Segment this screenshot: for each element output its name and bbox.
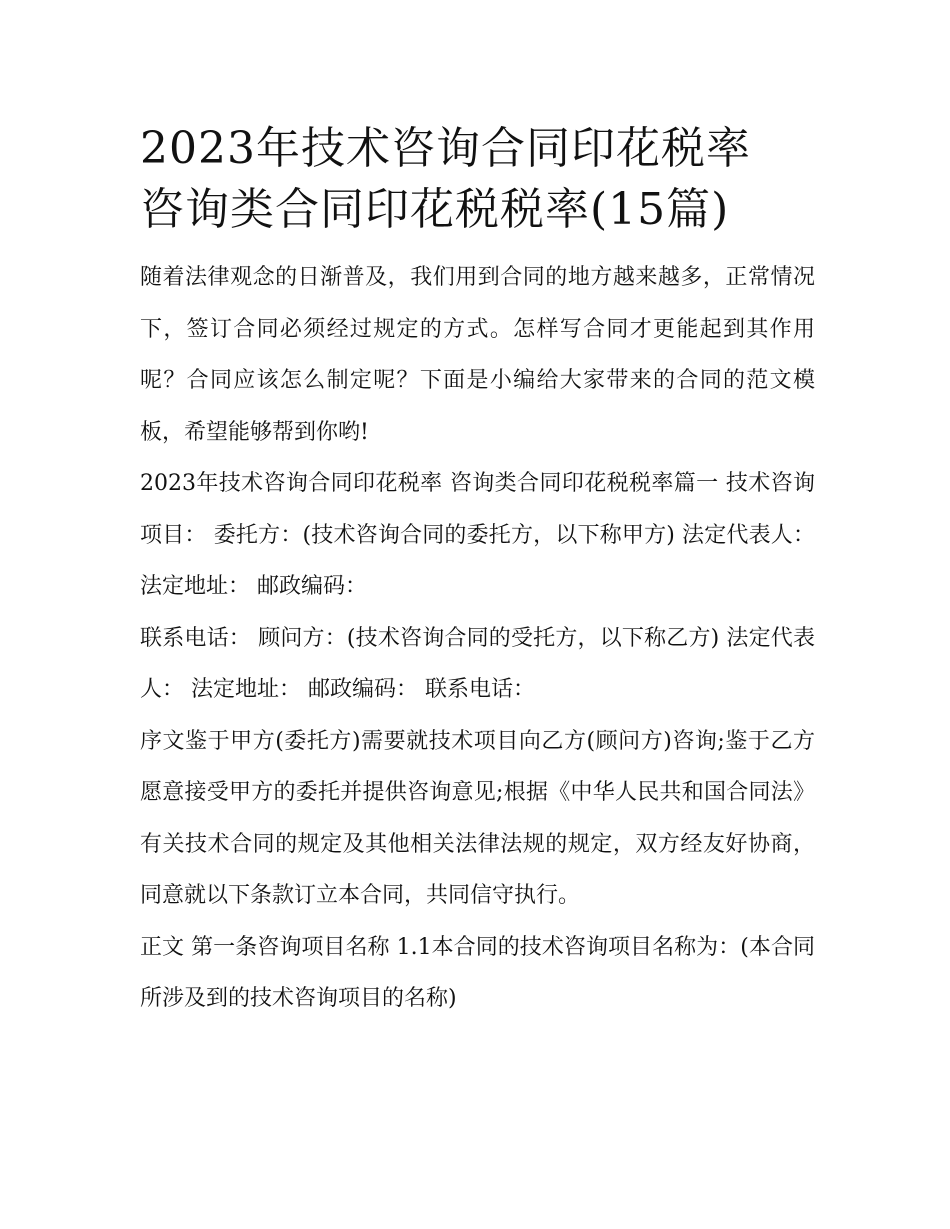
title-line-1: 2023年技术咨询合同印花税率 bbox=[140, 123, 751, 174]
document-body bbox=[140, 252, 815, 1025]
paragraph-article-one: 正文 第一条咨询项目名称 1.1本合同的技术咨询项目名称为：(本合同所涉及到的技术咨询项目的名称) bbox=[140, 934, 815, 1011]
paragraph-preamble: 序文鉴于甲方(委托方)需要就技术项目向乙方(顾问方)咨询;鉴于乙方愿意接受甲方的委托并提供咨询意见;根据《中华人民共和国合同法》有关技术合同的规定及其他相关法律法规的规定，双方经友好协商，同意就以下条款订立本合同，共同信守执行。 bbox=[140, 728, 815, 908]
paragraph-consultant-info: 联系电话： 顾问方：(技术咨询合同的受托方，以下称乙方) 法定代表人： 法定地址： 邮政编码： 联系电话： bbox=[140, 625, 815, 702]
paragraph-intro: 随着法律观念的日渐普及，我们用到合同的地方越来越多，正常情况下，签订合同必须经过规定的方式。怎样写合同才更能起到其作用呢？合同应该怎么制定呢？下面是小编给大家带来的合同的范文模板，希望能够帮到你哟! bbox=[140, 265, 815, 445]
document-page bbox=[140, 118, 815, 1025]
title-line-2: 咨询类合同印花税税率(15篇) bbox=[140, 184, 730, 235]
paragraph-contract-heading: 2023年技术咨询合同印花税率 咨询类合同印花税税率篇一 技术咨询项目： 委托方：(技术咨询合同的委托方，以下称甲方) 法定代表人： 法定地址： 邮政编码： bbox=[140, 471, 815, 599]
document-title bbox=[140, 118, 815, 240]
